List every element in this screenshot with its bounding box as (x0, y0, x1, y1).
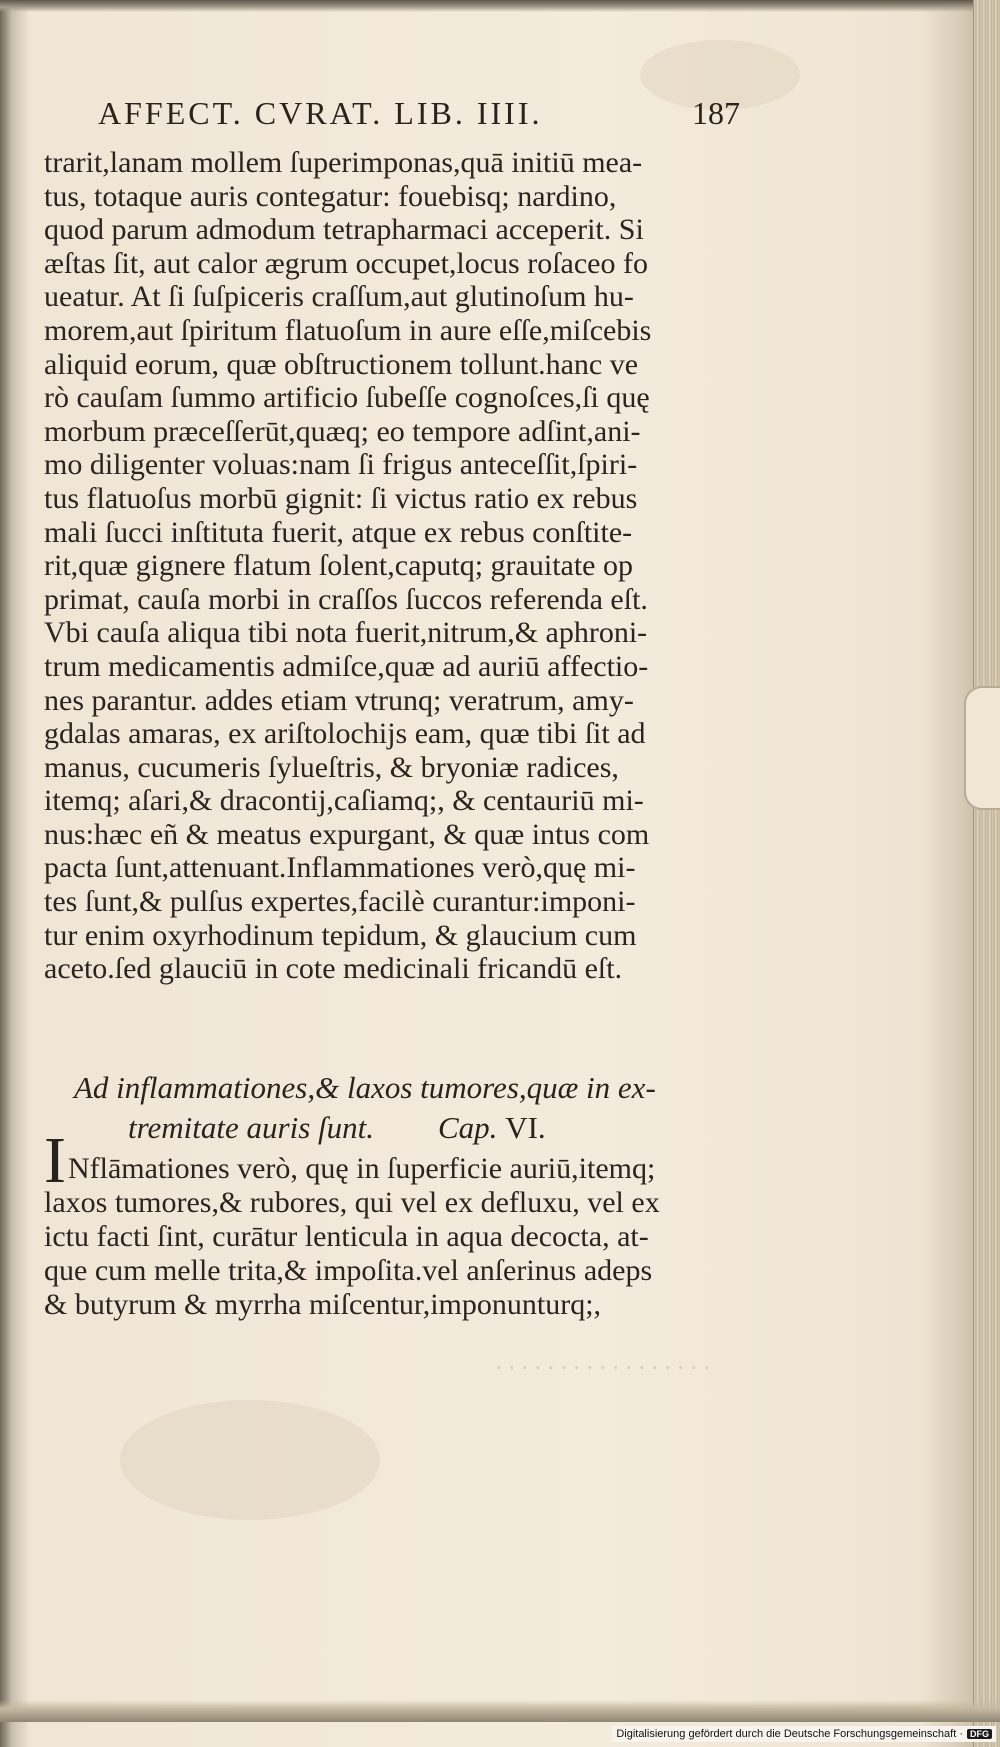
paper-stain (120, 1400, 380, 1520)
text-line: aceto.ſed glauciū in cote medicinali fricandū eſt. (44, 952, 623, 986)
text-line: rit,quæ gignere flatum ſolent,caputq; grauitate op (44, 549, 633, 583)
text-line: primat, cauſa morbi in craſſos ſuccos referenda eſt. (44, 582, 648, 616)
main-text (44, 146, 752, 986)
chapter-heading-line-2 (74, 1108, 754, 1148)
page-tab (964, 686, 1000, 810)
page-top-edge (0, 0, 1000, 12)
chapter-label: Cap. (438, 1110, 498, 1145)
text-line: aliquid eorum, quæ obſtructionem tollunt.hanc ve (44, 347, 639, 381)
text-line: nus:hæc eñ & meatus expurgant, & quæ intus com (44, 817, 650, 851)
text-line: trarit,lanam mollem ſuperimponas,quā initiū mea- (44, 146, 643, 179)
chapter-text (44, 1152, 752, 1322)
chapter-text-line: Nflāmationes verò, quę in ſuperficie auriū,itemq; (68, 1152, 656, 1185)
credit-text: Digitalisierung gefördert durch die Deutsche Forschungsgemeinschaft · (616, 1728, 963, 1740)
text-line: mo diligenter voluas:nam ſi frigus anteceſſit,ſpiri- (44, 448, 638, 482)
digitization-credit (612, 1726, 996, 1742)
text-line: nes parantur. addes etiam vtrunq; veratrum, amy- (44, 683, 634, 717)
text-line: gdalas amaras, ex ariſtolochijs eam, quæ tibi ſit ad (44, 717, 646, 751)
text-line: rò cauſam ſummo artificio ſubeſſe cognoſces,ſi quę (44, 381, 650, 415)
chapter-heading-line-2-text: tremitate auris ſunt. (128, 1110, 374, 1145)
book-fore-edge (973, 0, 1000, 1747)
chapter-heading (74, 1068, 754, 1148)
chapter-heading-line-1: Ad inflammationes,& laxos tumores,quæ in ex- (74, 1070, 656, 1105)
page-number: 187 (692, 95, 740, 131)
chapter-number: VI. (505, 1110, 546, 1145)
text-line: morbum præceſſerūt,quæq; eo tempore adſint,ani- (44, 414, 641, 448)
text-line: tes ſunt,& pulſus expertes,facilè curantur:imponi- (44, 885, 636, 919)
text-line: manus, cucumeris ſylueſtris, & bryoniæ radices, (44, 750, 619, 784)
chapter-text-line: & butyrum & myrrha miſcentur,imponunturq;, (44, 1288, 602, 1321)
text-line: æſtas ſit, aut calor ægrum occupet,locus roſaceo fo (44, 246, 648, 280)
text-line: tur enim oxyrhodinum tepidum, & glaucium cum (44, 918, 637, 952)
text-line: tus flatuoſus morbū gignit: ſi victus ratio ex rebus (44, 481, 638, 515)
bleed-through-text: . . . . . . . . . . . . . . . . . (495, 1346, 710, 1375)
text-line: pacta ſunt,attenuant.Inflammationes verò,quę mi- (44, 851, 636, 885)
chapter-text-line: laxos tumores,& rubores, qui vel ex defluxu, vel ex (44, 1186, 660, 1219)
text-line: itemq; aſari,& dracontij,caſiamq;, & centauriū mi- (44, 784, 644, 818)
text-line: mali ſucci inſtituta fuerit, atque ex rebus conſtite- (44, 515, 633, 549)
running-header (98, 95, 740, 143)
drop-cap: I (44, 1124, 66, 1197)
text-line: morem,aut ſpiritum flatuoſum in aure eſſe,miſcebis (44, 313, 652, 347)
text-line: tus, totaque auris contegatur: fouebisq; nardino, (44, 179, 617, 213)
page-bottom-edge (0, 1700, 1000, 1722)
chapter-text-line: ictu facti ſint, curātur lenticula in aqua decocta, at- (44, 1220, 649, 1253)
text-line: ueatur. At ſi ſuſpiceris craſſum,aut glutinoſum hu- (44, 280, 634, 314)
running-title: AFFECT. CVRAT. LIB. IIII. (98, 95, 543, 131)
text-line: trum medicamentis admiſce,quæ ad auriū affectio- (44, 649, 649, 683)
chapter-text-line: que cum melle trita,& impoſita.vel anſerinus adeps (44, 1254, 653, 1287)
dfg-logo: DFG (967, 1729, 992, 1739)
text-line: Vbi cauſa aliqua tibi nota fuerit,nitrum,& aphroni- (44, 616, 648, 650)
text-line: quod parum admodum tetrapharmaci acceperit. Si (44, 213, 644, 247)
